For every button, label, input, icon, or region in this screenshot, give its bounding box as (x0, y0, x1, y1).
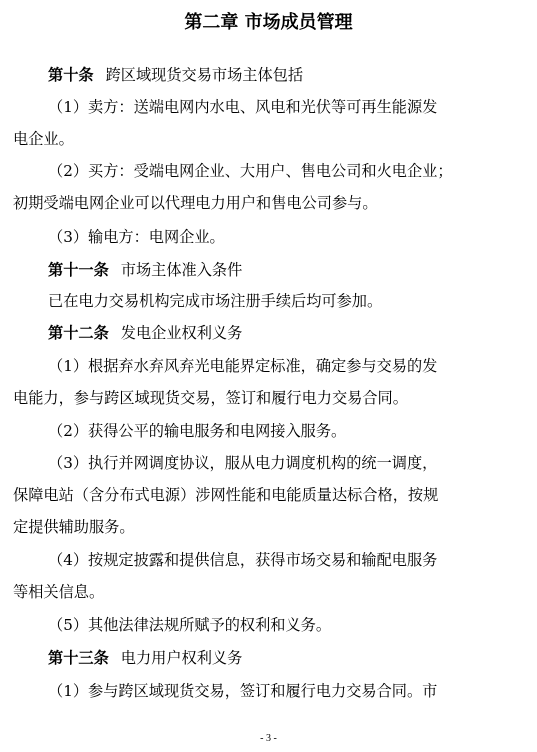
article-label: 第十条 (48, 66, 94, 84)
paragraph-line: 定提供辅助服务。 (13, 518, 135, 536)
paragraph-line: （5）其他法律法规所赋予的权利和义务。 (48, 616, 332, 634)
page-number: - 3 - (260, 733, 277, 744)
paragraph-line: （2）获得公平的输电服务和电网接入服务。 (48, 422, 347, 440)
article-label: 第十一条 (48, 261, 109, 279)
paragraph-line: （2）买方：受端电网企业、大用户、售电公司和火电企业； (48, 162, 453, 180)
paragraph-line: 保障电站（含分布式电源）涉网性能和电能质量达标合格，按规 (13, 486, 439, 504)
article-13 (0, 648, 537, 668)
article-11 (0, 260, 537, 280)
paragraph-line: 电能力，参与跨区域现货交易，签订和履行电力交易合同。 (13, 389, 408, 407)
article-label: 第十三条 (48, 649, 109, 667)
paragraph-line: （3）执行并网调度协议，服从电力调度机构的统一调度， (48, 454, 438, 472)
article-text: 跨区域现货交易市场主体包括 (105, 66, 303, 84)
article-text: 市场主体准入条件 (120, 261, 243, 279)
paragraph-line: （1）卖方：送端电网内水电、风电和光伏等可再生能源发 (48, 98, 438, 116)
paragraph-line: 已在电力交易机构完成市场注册手续后均可参加。 (48, 292, 383, 310)
article-10 (0, 65, 537, 85)
paragraph-line: 电企业。 (13, 130, 74, 148)
paragraph-line: （1）根据弃水弃风弃光电能界定标准，确定参与交易的发 (48, 357, 438, 375)
paragraph-line: （3）输电方：电网企业。 (48, 228, 225, 246)
paragraph-line: 等相关信息。 (13, 583, 105, 601)
chapter-title: 第二章 市场成员管理 (184, 12, 353, 33)
paragraph-line: （1）参与跨区域现货交易，签订和履行电力交易合同。市 (48, 682, 438, 700)
paragraph-line: 初期受端电网企业可以代理电力用户和售电公司参与。 (13, 194, 378, 212)
article-label: 第十二条 (48, 324, 109, 342)
article-12 (0, 323, 537, 343)
article-text: 发电企业权利义务 (120, 324, 243, 342)
paragraph-line: （4）按规定披露和提供信息，获得市场交易和输配电服务 (48, 551, 438, 569)
article-text: 电力用户权利义务 (120, 649, 243, 667)
